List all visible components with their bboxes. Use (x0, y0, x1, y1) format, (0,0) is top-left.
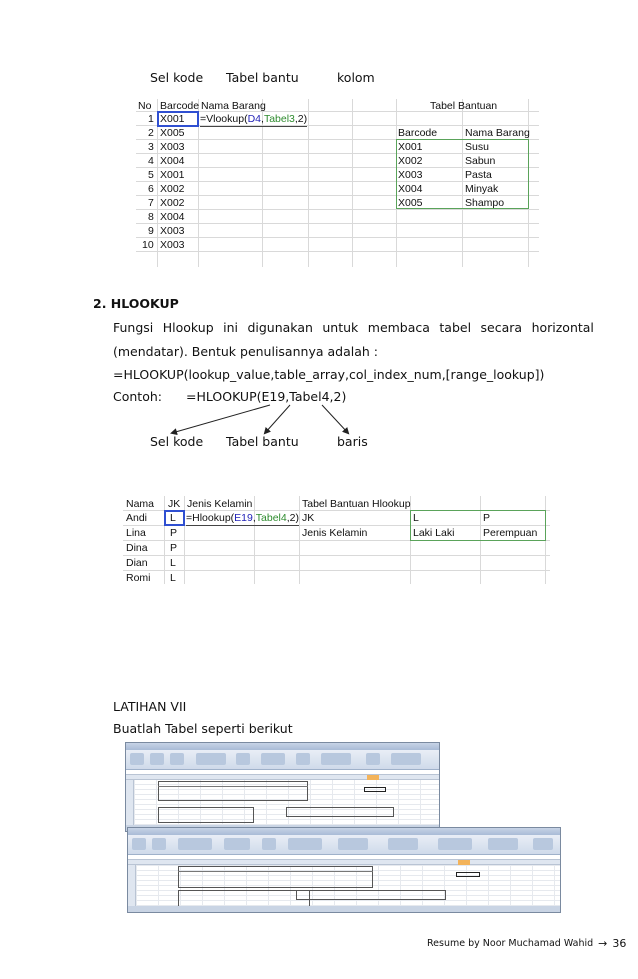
row-no: 1 (148, 113, 154, 125)
desc-word: untuk (322, 320, 359, 335)
desc-word: secara (480, 320, 523, 335)
excel-screenshot (125, 742, 440, 832)
row-no: 6 (148, 183, 154, 195)
row-code: X004 (160, 155, 185, 167)
label-sel-kode: Sel kode (150, 434, 204, 449)
row-jk: P (170, 527, 178, 539)
desc-word: Fungsi (113, 320, 154, 335)
label-tabel-bantu: Tabel bantu (226, 70, 299, 85)
row-jk: L (170, 572, 176, 584)
header-jenis-kelamin: Jenis Kelamin (187, 498, 253, 510)
row-code: X002 (160, 197, 185, 209)
row-code: X004 (160, 211, 185, 223)
row-no: 5 (148, 169, 154, 181)
lookup-name: Pasta (465, 169, 492, 181)
desc-word: ini (223, 320, 238, 335)
selected-cell-outline (164, 510, 185, 526)
row-no: 2 (148, 127, 154, 139)
header-tabel-bantuan-hlookup: Tabel Bantuan Hlookup (302, 498, 411, 510)
lookup-header-barcode: Barcode (398, 127, 438, 139)
desc-word: digunakan (247, 320, 313, 335)
row-no: 3 (148, 141, 154, 153)
arrow-to-baris (322, 405, 348, 433)
row-code: X003 (160, 225, 185, 237)
lookup-perempuan: Perempuan (483, 527, 538, 539)
lookup-name: Susu (465, 141, 489, 153)
hlookup-description-line2: (mendatar). Bentuk penulisannya adalah : (113, 344, 378, 359)
row-no: 7 (148, 197, 154, 209)
lookup-p: P (483, 512, 491, 524)
lookup-name: Minyak (465, 183, 499, 195)
row-code: X005 (160, 127, 185, 139)
lookup-name: Sabun (465, 155, 496, 167)
selected-cell-outline (157, 111, 199, 127)
row-code: X003 (160, 141, 185, 153)
lookup-code: X003 (398, 169, 423, 181)
label-kolom: kolom (337, 70, 375, 85)
hlookup-formula: =Hlookup(E19,Tabel4,2) (186, 512, 299, 524)
vlookup-formula: =Vlookup(D4,Tabel3,2) (200, 113, 308, 125)
lookup-code: X005 (398, 197, 423, 209)
section-heading: 2. HLOOKUP (93, 296, 179, 311)
arrow-right-icon: → (598, 937, 608, 950)
contoh-label: Contoh: (113, 389, 162, 404)
lookup-code: X002 (398, 155, 423, 167)
row-jk: P (170, 542, 178, 554)
desc-word: tabel (439, 320, 472, 335)
page-footer (427, 937, 626, 950)
header-nama: Nama (126, 498, 155, 510)
desc-word: Hlookup (162, 320, 214, 335)
header-jk: JK (168, 498, 181, 510)
lookup-jenis-kelamin-label: Jenis Kelamin (302, 527, 368, 539)
lookup-code: X004 (398, 183, 423, 195)
lookup-header-nama: Nama Barang (465, 127, 530, 139)
hlookup-description-line1 (113, 320, 594, 335)
vlookup-sheet (136, 99, 539, 267)
header-tabel-bantuan: Tabel Bantuan (430, 100, 498, 112)
desc-word: membaca (367, 320, 430, 335)
arrow-to-tabel-bantu (265, 405, 290, 433)
excel-screenshot (127, 827, 561, 913)
header-no: No (138, 100, 152, 112)
page-number: 36 (612, 937, 627, 950)
lookup-laki: Laki Laki (413, 527, 455, 539)
row-code: X002 (160, 183, 185, 195)
row-nama: Dina (126, 542, 148, 554)
label-baris: baris (337, 434, 368, 449)
desc-word: horizontal (531, 320, 594, 335)
row-nama: Romi (126, 572, 151, 584)
row-nama: Lina (126, 527, 146, 539)
header-barcode: Barcode (160, 100, 200, 112)
hlookup-syntax: =HLOOKUP(lookup_value,table_array,col_index_num,[range_lookup]) (113, 367, 545, 382)
arrow-to-sel-kode (172, 405, 270, 433)
row-nama: Dian (126, 557, 148, 569)
lookup-jk-label: JK (302, 512, 315, 524)
label-tabel-bantu: Tabel bantu (226, 434, 299, 449)
row-no: 10 (142, 239, 154, 251)
row-jk: L (170, 557, 176, 569)
lookup-l: L (413, 512, 419, 524)
label-sel-kode: Sel kode (150, 70, 204, 85)
row-code: X001 (160, 113, 185, 125)
row-no: 4 (148, 155, 154, 167)
row-no: 9 (148, 225, 154, 237)
lookup-name: Shampo (465, 197, 505, 209)
row-code: X003 (160, 239, 185, 251)
row-nama: Andi (126, 512, 148, 524)
hlookup-sheet (123, 496, 550, 584)
header-nama-barang: Nama Barang (201, 100, 266, 112)
lookup-code: X001 (398, 141, 423, 153)
latihan-title: LATIHAN VII (113, 699, 187, 714)
pointer-arrows (150, 403, 380, 437)
row-jk: L (170, 512, 176, 524)
latihan-instruction: Buatlah Tabel seperti berikut (113, 721, 293, 736)
footer-text: Resume by Noor Muchamad Wahid (427, 938, 594, 949)
contoh-formula: =HLOOKUP(E19,Tabel4,2) (186, 389, 347, 404)
row-code: X001 (160, 169, 185, 181)
row-no: 8 (148, 211, 154, 223)
